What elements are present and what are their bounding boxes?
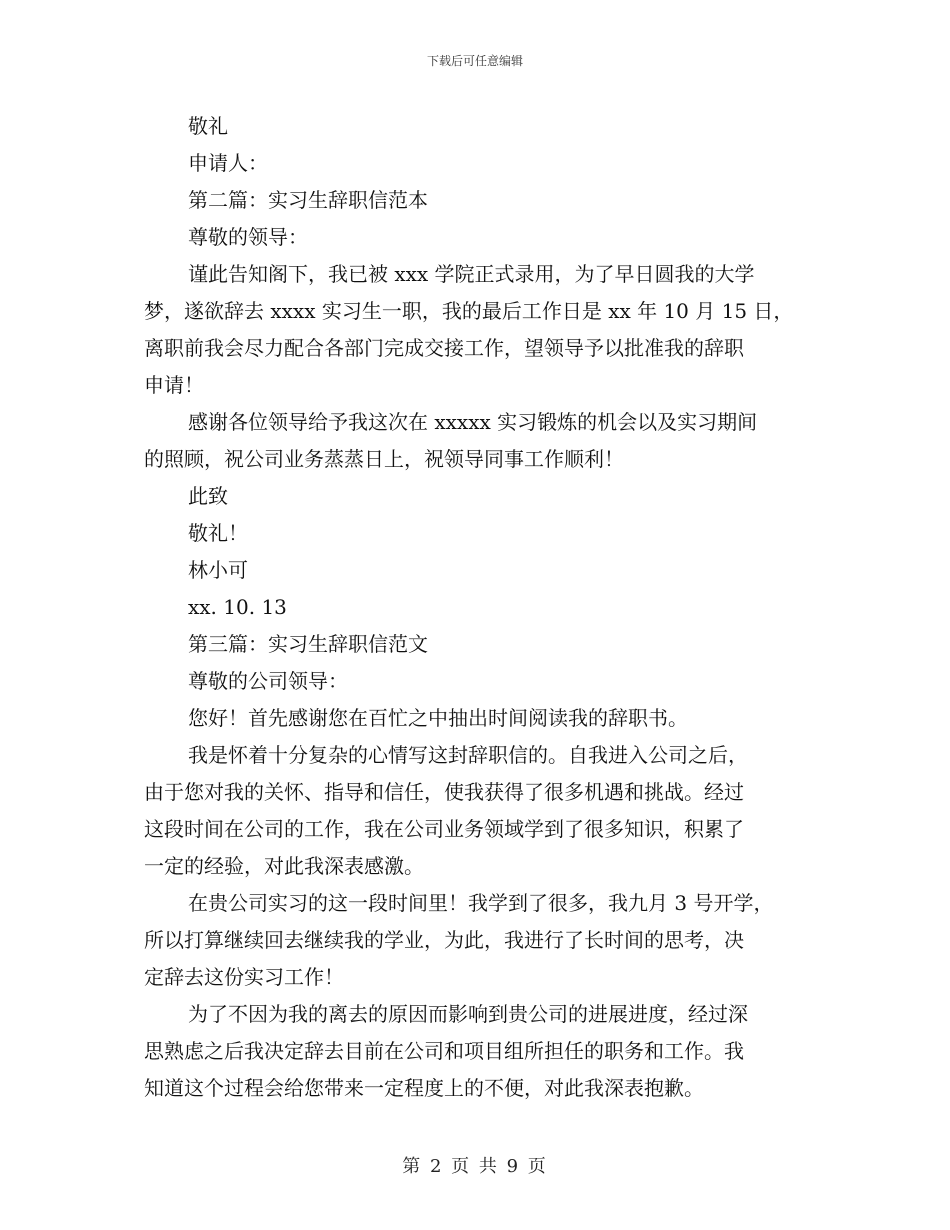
paragraph-line: 离职前我会尽力配合各部门完成交接工作，望领导予以批准我的辞职 <box>144 336 744 360</box>
paragraph-4 <box>144 737 808 885</box>
salutation-2: 敬礼！ <box>188 521 248 545</box>
paragraph-line: 所以打算继续回去继续我的学业，为此，我进行了长时间的思考，决 <box>144 928 744 952</box>
signer-name: 林小可 <box>188 558 248 582</box>
salutation-1: 敬礼 <box>188 114 228 138</box>
paragraph-line: 的照顾，祝公司业务蒸蒸日上，祝领导同事工作顺利！ <box>144 447 624 471</box>
paragraph-line: 为了不因为我的离去的原因而影响到贵公司的进展进度，经过深 <box>188 1002 748 1026</box>
paragraph-line: 感谢各位领导给予我这次在 xxxxx 实习锻炼的机会以及实习期间 <box>188 410 758 434</box>
paragraph-line: 在贵公司实习的这一段时间里！我学到了很多，我九月 3 号开学， <box>188 891 774 915</box>
section-3-title: 第三篇：实习生辞职信范文 <box>188 632 428 656</box>
applicant-label: 申请人： <box>188 151 268 175</box>
greeting-3: 尊敬的公司领导： <box>188 669 348 693</box>
paragraph-1 <box>144 256 808 404</box>
section-2-title: 第二篇：实习生辞职信范本 <box>188 188 428 212</box>
paragraph-6 <box>144 996 808 1107</box>
paragraph-line: 我是怀着十分复杂的心情写这封辞职信的。自我进入公司之后， <box>188 743 748 767</box>
paragraph-line: 一定的经验，对此我深表感激。 <box>144 854 424 878</box>
paragraph-line: 知道这个过程会给您带来一定程度上的不便，对此我深表抱歉。 <box>144 1076 704 1100</box>
paragraph-line: 由于您对我的关怀、指导和信任，使我获得了很多机遇和挑战。经过 <box>144 780 744 804</box>
paragraph-5 <box>144 885 808 996</box>
paragraph-line: 思熟虑之后我决定辞去目前在公司和项目组所担任的职务和工作。我 <box>144 1039 744 1063</box>
page-number: 第 2 页 共 9 页 <box>402 1156 548 1177</box>
paragraph-3: 您好！首先感谢您在百忙之中抽出时间阅读我的辞职书。 <box>188 706 688 730</box>
paragraph-line: 申请！ <box>144 373 204 397</box>
paragraph-line: 梦，遂欲辞去 xxxx 实习生一职，我的最后工作日是 xx 年 10 月 15 日， <box>144 299 794 323</box>
greeting-2: 尊敬的领导： <box>188 225 308 249</box>
document-body <box>144 108 808 1107</box>
closing-phrase: 此致 <box>188 484 228 508</box>
paragraph-line: 定辞去这份实习工作！ <box>144 965 344 989</box>
paragraph-line: 这段时间在公司的工作，我在公司业务领域学到了很多知识，积累了 <box>144 817 744 841</box>
page-header-note: 下载后可任意编辑 <box>426 54 523 68</box>
paragraph-line: 谨此告知阁下，我已被 xxx 学院正式录用，为了早日圆我的大学 <box>188 262 755 286</box>
letter-date: xx. 10. 13 <box>188 595 287 619</box>
paragraph-2 <box>144 404 808 478</box>
